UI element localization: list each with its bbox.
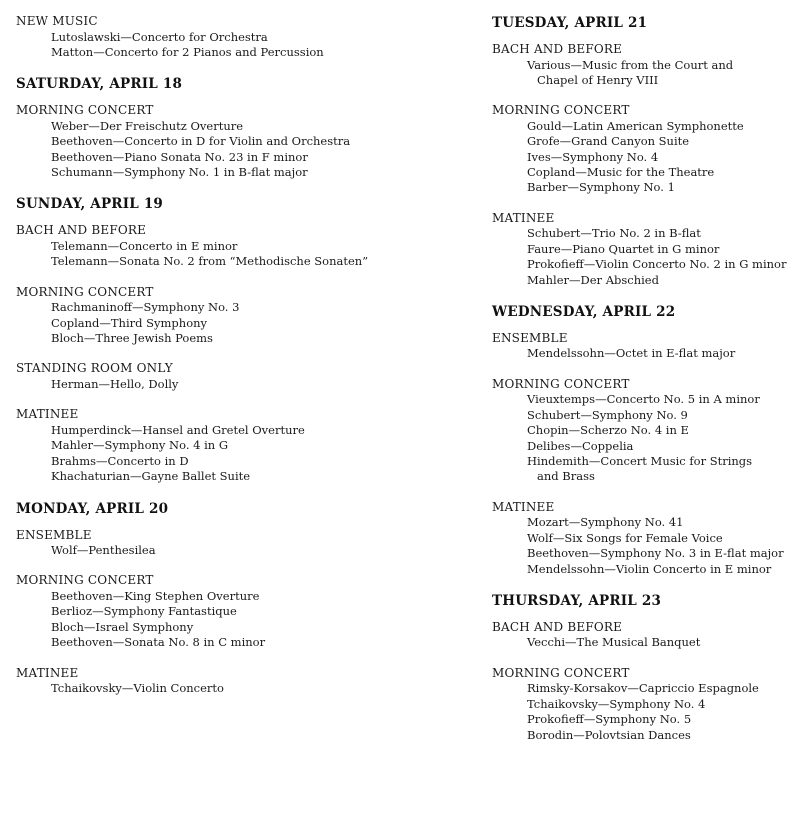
program-section-new-music (16, 14, 456, 60)
section-label: BACH AND BEFORE (492, 42, 623, 56)
program-section-morning-concert (16, 573, 456, 650)
program-item-line: Various—Music from the Court and (527, 57, 734, 72)
program-item: Copland—Music for the Theatre (527, 165, 715, 180)
program-item: Vecchi—The Musical Banquet (527, 635, 701, 650)
program-item: Mahler—Symphony No. 4 in G (51, 438, 229, 453)
program-item (492, 454, 797, 485)
program-item: Vieuxtemps—Concerto No. 5 in A minor (527, 392, 760, 407)
program-item-continuation: and Brass (537, 469, 595, 484)
section-label: MORNING CONCERT (16, 103, 154, 118)
program-item: Rimsky-Korsakov—Capriccio Espagnole (527, 681, 759, 696)
section-label: MORNING CONCERT (492, 665, 630, 680)
section-label: MORNING CONCERT (492, 103, 630, 118)
program-item: Berlioz—Symphony Fantastique (51, 604, 237, 619)
program-item (492, 58, 797, 89)
section-label: MORNING CONCERT (16, 284, 154, 299)
program-item: Borodin—Polovtsian Dances (527, 727, 691, 742)
day-block-thursday-april-23 (492, 592, 797, 743)
day-heading: WEDNESDAY, APRIL 22 (492, 303, 676, 320)
program-item: Beethoven—Symphony No. 3 in E-flat major (527, 546, 784, 561)
program-section-morning-concert (16, 103, 456, 180)
section-label: BACH AND BEFORE (492, 619, 623, 634)
day-heading: THURSDAY, APRIL 23 (492, 592, 662, 609)
section-label: BACH AND BEFORE (16, 223, 147, 238)
day-block-sunday-april-19 (16, 195, 456, 484)
day-block-monday-april-20 (16, 500, 456, 697)
program-item: Telemann—Sonata No. 2 from “Methodische Sonaten” (51, 254, 369, 269)
program-item: Ives—Symphony No. 4 (527, 149, 659, 164)
day-heading: SUNDAY, APRIL 19 (16, 196, 164, 213)
program-item: Matton—Concerto for 2 Pianos and Percussion (51, 44, 324, 59)
program-item: Wolf—Penthesilea (51, 543, 156, 557)
program-item: Beethoven—Piano Sonata No. 23 in F minor (51, 149, 308, 164)
program-section-morning-concert (492, 377, 797, 485)
program-item: Mozart—Symphony No. 41 (527, 515, 684, 530)
program-item: Prokofieff—Symphony No. 5 (527, 712, 692, 727)
program-section-standing-room-only (16, 361, 456, 392)
program-section-matinee (16, 407, 456, 484)
section-label: MORNING CONCERT (492, 376, 630, 391)
program-item-continuation: Chapel of Henry VIII (537, 72, 659, 87)
section-label: NEW MUSIC (16, 14, 98, 28)
program-item: Mendelssohn—Octet in E-flat major (527, 346, 736, 361)
program-item: Schubert—Trio No. 2 in B-flat (527, 226, 701, 241)
left-column (16, 14, 456, 711)
program-item: Prokofieff—Violin Concerto No. 2 in G minor (527, 257, 787, 272)
day-heading: TUESDAY, APRIL 21 (492, 15, 648, 31)
program-item: Khachaturian—Gayne Ballet Suite (51, 469, 251, 484)
program-section-bach-and-before (492, 42, 797, 88)
program-item: Telemann—Concerto in E minor (51, 238, 238, 253)
program-item: Rachmaninoff—Symphony No. 3 (51, 300, 240, 315)
day-heading: MONDAY, APRIL 20 (16, 500, 169, 517)
program-item: Faure—Piano Quartet in G minor (527, 241, 720, 256)
program-item: Brahms—Concerto in D (51, 453, 189, 468)
day-block-saturday-april-18 (16, 75, 456, 180)
section-label: MORNING CONCERT (16, 573, 154, 588)
program-item: Grofe—Grand Canyon Suite (527, 134, 690, 149)
program-section-morning-concert (16, 285, 456, 347)
program-item: Barber—Symphony No. 1 (527, 180, 675, 195)
section-label: ENSEMBLE (16, 527, 92, 542)
program-section-bach-and-before (16, 223, 456, 269)
program-item: Schubert—Symphony No. 9 (527, 407, 688, 422)
program-item: Delibes—Coppelia (527, 438, 634, 453)
program-item: Mahler—Der Abschied (527, 272, 659, 287)
program-section-matinee (492, 211, 797, 288)
section-label: MATINEE (492, 499, 555, 514)
program-section-matinee (16, 666, 456, 697)
program-item: Beethoven—King Stephen Overture (51, 588, 260, 603)
program-item: Tchaikovsky—Violin Concerto (51, 681, 224, 696)
program-item: Lutoslawski—Concerto for Orchestra (51, 29, 268, 44)
program-item: Copland—Third Symphony (51, 315, 208, 330)
program-item: Gould—Latin American Symphonette (527, 118, 744, 133)
section-label: MATINEE (492, 210, 555, 225)
program-item: Bloch—Three Jewish Poems (51, 331, 213, 346)
day-block-wednesday-april-22 (492, 303, 797, 577)
right-column (492, 14, 797, 758)
program-item: Bloch—Israel Symphony (51, 619, 194, 634)
program-item: Tchaikovsky—Symphony No. 4 (527, 696, 706, 711)
program-item: Beethoven—Sonata No. 8 in C minor (51, 635, 266, 650)
program-section-ensemble (492, 331, 797, 362)
day-block-intro (16, 14, 456, 60)
program-item: Chopin—Scherzo No. 4 in E (527, 423, 689, 438)
program-section-bach-and-before (492, 620, 797, 651)
section-label: ENSEMBLE (492, 330, 568, 345)
program-section-morning-concert (492, 666, 797, 743)
program-item: Herman—Hello, Dolly (51, 376, 179, 391)
program-item-line: Hindemith—Concert Music for Strings (527, 454, 753, 468)
section-label: MATINEE (16, 407, 79, 422)
day-block-tuesday-april-21 (492, 14, 797, 288)
section-label: MATINEE (16, 665, 79, 680)
program-section-morning-concert (492, 103, 797, 196)
program-section-ensemble (16, 528, 456, 559)
program-item: Weber—Der Freischutz Overture (51, 118, 244, 133)
program-item: Schumann—Symphony No. 1 in B-flat major (51, 165, 308, 180)
program-item: Humperdinck—Hansel and Gretel Overture (51, 422, 305, 437)
section-label: STANDING ROOM ONLY (16, 361, 173, 376)
program-section-matinee (492, 500, 797, 577)
program-item: Beethoven—Concerto in D for Violin and Orchestra (51, 134, 351, 149)
program-item: Mendelssohn—Violin Concerto in E minor (527, 561, 772, 576)
program-item: Wolf—Six Songs for Female Voice (527, 530, 723, 545)
day-heading: SATURDAY, APRIL 18 (16, 76, 183, 93)
